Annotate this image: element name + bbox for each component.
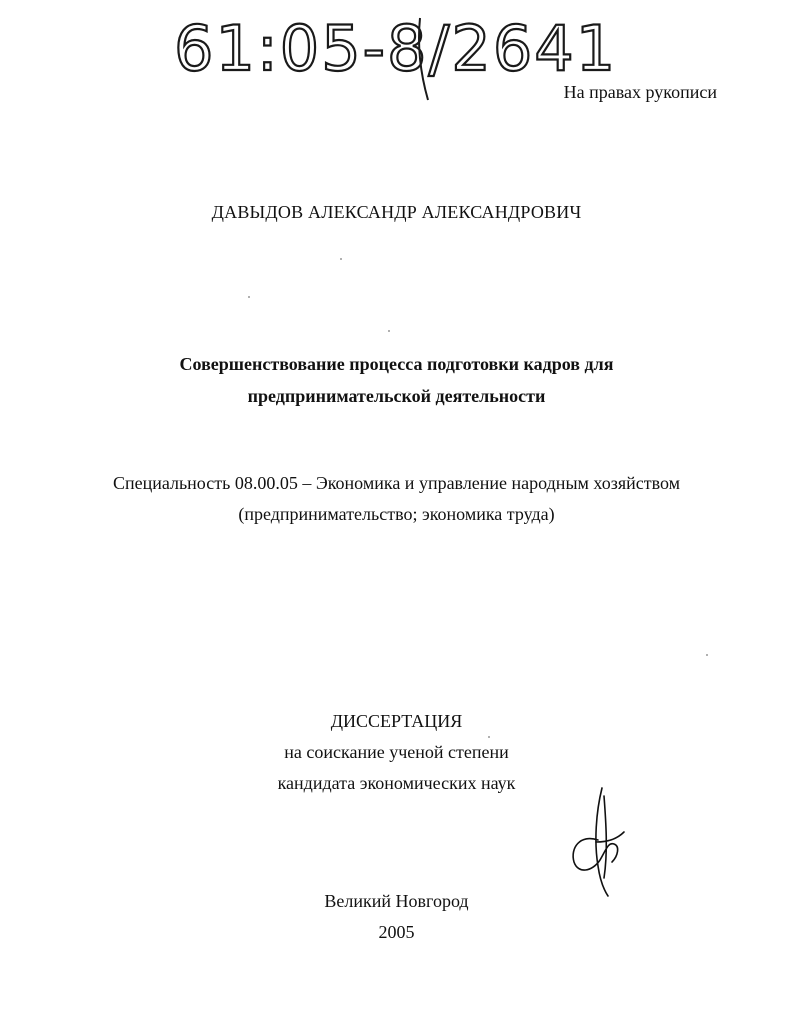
archive-code-text: 61:05-8/2641 [174,12,618,85]
city-year-block [0,886,793,948]
degree-purpose-line-2: кандидата экономических наук [277,773,516,793]
city: Великий Новгород [324,891,469,911]
thesis-title [0,348,793,412]
author-name: ДАВЫДОВ АЛЕКСАНДР АЛЕКСАНДРОВИЧ [211,202,582,222]
year: 2005 [378,922,415,942]
thesis-title-line-2: предпринимательской деятельности [247,386,546,406]
scan-speck [248,296,250,298]
scan-speck [388,330,390,332]
specialty-line-1: Специальность 08.00.05 – Экономика и управление народным хозяйством [112,473,681,493]
signature-icon [560,782,630,900]
scan-speck [706,654,708,656]
specialty-line-2: (предпринимательство; экономика труда) [238,504,555,524]
specialty-block [0,468,793,530]
scan-speck [340,258,342,260]
document-type-block [0,706,793,799]
rights-note: На правах рукописи [563,82,717,102]
thesis-title-line-1: Совершенствование процесса подготовки кадров для [179,354,614,374]
scan-speck [488,736,490,738]
document-type: ДИССЕРТАЦИЯ [330,711,463,731]
handwritten-archive-code [170,8,618,98]
degree-purpose-line-1: на соискание ученой степени [284,742,509,762]
